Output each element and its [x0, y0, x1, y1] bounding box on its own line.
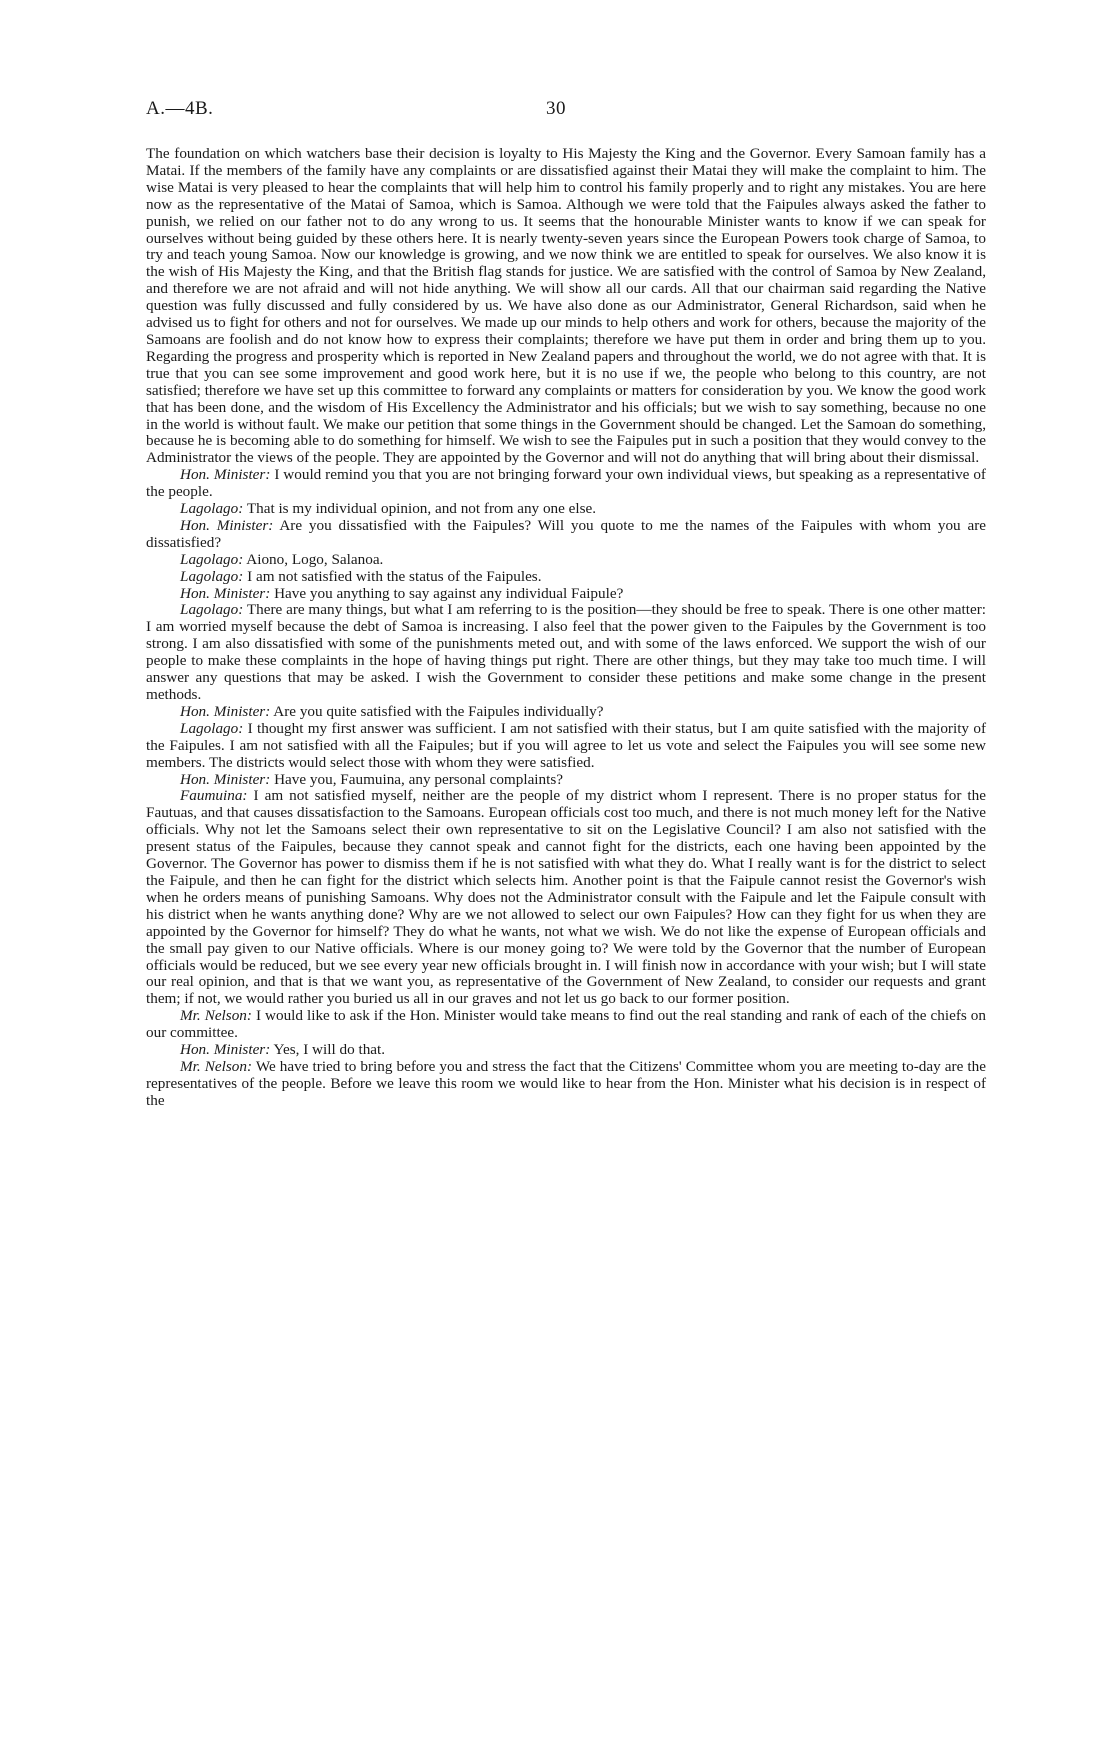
paragraph-text: We have tried to bring before you and stress the fact that the Citizens' Committee whom you are meeting to-day are the representatives of the people. Before we leave this room we would like to hear from the Hon. Minister what his decision is in respect of the	[146, 1057, 986, 1109]
paragraph	[146, 1042, 986, 1059]
page-body	[146, 146, 986, 1110]
speaker-label: Hon. Minister:	[180, 1041, 271, 1059]
speaker-label: Hon. Minister:	[180, 770, 271, 788]
speaker-label: Lagolago:	[180, 567, 244, 585]
page-header	[146, 98, 984, 122]
paragraph-text: There are many things, but what I am referring to is the position—they should be free to speak. There is one other matter: I am worried myself because the debt of Samoa is increasing. I also feel that the power given to the Faipules by the Government is too strong. I am also dissatisfied with some of the punishments meted out, and with some of the laws enforced. We support the wish of our people to make these complaints in the hope of having things put right. There are other things, but they may take too much time. I will answer any questions that may be asked. I wish the Government to consider these petitions and make some change in the present methods.	[146, 601, 986, 703]
paragraph-text: Are you dissatisfied with the Faipules? Will you quote to me the names of the Faipules with whom you are dissatisfied?	[146, 516, 986, 551]
paragraph-text: Have you anything to say against any individual Faipule?	[274, 584, 624, 602]
paragraph-text: Are you quite satisfied with the Faipules individually?	[273, 702, 604, 720]
speaker-label: Lagolago:	[180, 719, 244, 737]
speaker-label: Hon. Minister:	[180, 584, 271, 602]
document-reference: A.—4B.	[146, 98, 214, 119]
paragraph	[146, 788, 986, 1008]
paragraph-text: I am not satisfied myself, neither are the people of my district whom I represent. There is no proper status for the Fautuas, and that causes dissatisfaction to the Samoans. European officials cost too much, and there is not much money left for the Native officials. Why not let the Samoans select their own representative to sit on the Legislative Council? I am also not satisfied with the present status of the Faipules, because they cannot speak and cannot fight for the districts, each one having been appointed by the Governor. The Governor has power to dismiss them if he is not satisfied with what they do. What I really want is for the district to select the Faipule, and then he can fight for the district which selects him. Another point is that the Faipule cannot resist the Governor's wish when he orders means of punishing Samoans. Why does not the Administrator consult with the Faipule and let the Faipule consult with his district when he wants anything done? Why are we not allowed to select our own Faipules? How can they fight for us when they are appointed by the Governor for himself? They do what he wants, not what we wish. We do not like the expense of European officials and the small pay given to our Native officials. Where is our money going to? We were told by the Governor that the number of European officials would be reduced, but we see every year new officials brought in. I will finish now in accordance with your wish; but I will state our real opinion, and that is that we want you, as representative of the Government of New Zealand, to consider our requests and grant them; if not, we would rather you buried us all in our graves and not let us go back to our former position.	[146, 787, 986, 1008]
paragraph	[146, 704, 986, 721]
paragraph-text: I would like to ask if the Hon. Minister would take means to find out the real standing and rank of each of the chiefs on our committee.	[146, 1007, 986, 1042]
paragraph-text: Have you, Faumuina, any personal complaints?	[274, 770, 563, 788]
paragraph	[146, 518, 986, 552]
paragraph-text: I thought my first answer was sufficient. I am not satisfied with their status, but I am quite satisfied with the majority of the Faipules. I am not satisfied with all the Faipules; but if you will agree to let us vote and select the Faipules you will see some new members. The districts would select those with whom they were satisfied.	[146, 719, 986, 771]
paragraph	[146, 1008, 986, 1042]
speaker-label: Lagolago:	[180, 601, 244, 619]
paragraph	[146, 1059, 986, 1110]
paragraph	[146, 552, 986, 569]
speaker-label: Hon. Minister:	[180, 702, 271, 720]
paragraph-text: Yes, I will do that.	[273, 1041, 386, 1059]
paragraph	[146, 501, 986, 518]
paragraph	[146, 569, 986, 586]
paragraph	[146, 586, 986, 603]
speaker-label: Mr. Nelson:	[180, 1007, 252, 1025]
paragraph	[146, 721, 986, 772]
paragraph	[146, 772, 986, 789]
paragraph	[146, 602, 986, 703]
paragraph	[146, 146, 986, 467]
paragraph-text: The foundation on which watchers base their decision is loyalty to His Majesty the King and the Governor. Every Samoan family has a Matai. If the members of the family have any complaints or are dissatisfied against their Matai they will make the complaint to him. The wise Matai is very pleased to hear the complaints that will help him to control his family properly and to right any mistakes. You are here now as the representative of the Matai of Samoa, which is Samoa. Although we were told that the Faipules always asked the father to punish, we relied on our father not to do any wrong to us. It seems that the honourable Minister wants to know if we can speak for ourselves without being guided by these others here. It is nearly twenty-seven years since the European Powers took charge of Samoa, to try and teach young Samoa. Now our knowledge is growing, and we now think we are entitled to speak for ourselves. We also know it is the wish of His Majesty the King, and that the British flag stands for justice. We are satisfied with the control of Samoa by New Zealand, and therefore we are not afraid and will not hide anything. We will show all our cards. All that our chairman said regarding the Native question was fully discussed and fully considered by us. We have also done as our Administrator, General Richardson, said when he advised us to fight for others and not for ourselves. We made up our minds to help others and work for others, because the majority of the Samoans are foolish and do not know how to express their complaints; therefore we have put them in order and bring them up to you. Regarding the progress and prosperity which is reported in New Zealand papers and throughout the world, we do not agree with that. It is true that you can see some improvement and good work here, but it is no use if we, the people who belong to this country, are not satisfied; therefore we have set up this committee to forward any complaints or matters for consideration by you. We know the good work that has been done, and the wisdom of His Excellency the Administrator and his officials; but we wish to say something, because no one in the world is without fault. We make our petition that some things in the Government should be changed. Let the Samoan do something, because he is becoming able to do something for himself. We wish to see the Faipules put in such a position that they would convey to the Administrator the views of the people. They are appointed by the Governor and will not do anything that will bring about their dismissal.	[146, 145, 986, 467]
paragraph-text: I would remind you that you are not bringing forward your own individual views, but speaking as a representative of the people.	[146, 466, 986, 501]
speaker-label: Hon. Minister:	[180, 466, 271, 484]
speaker-label: Lagolago:	[180, 550, 244, 568]
paragraph	[146, 467, 986, 501]
speaker-label: Hon. Minister:	[180, 516, 274, 534]
paragraph-text: That is my individual opinion, and not from any one else.	[246, 500, 597, 518]
page-number: 30	[546, 98, 566, 119]
speaker-label: Mr. Nelson:	[180, 1057, 253, 1075]
speaker-label: Lagolago:	[180, 500, 244, 518]
paragraph-text: Aiono, Logo, Salanoa.	[246, 550, 384, 568]
speaker-label: Faumuina:	[180, 787, 248, 805]
paragraph-text: I am not satisfied with the status of the Faipules.	[247, 567, 542, 585]
